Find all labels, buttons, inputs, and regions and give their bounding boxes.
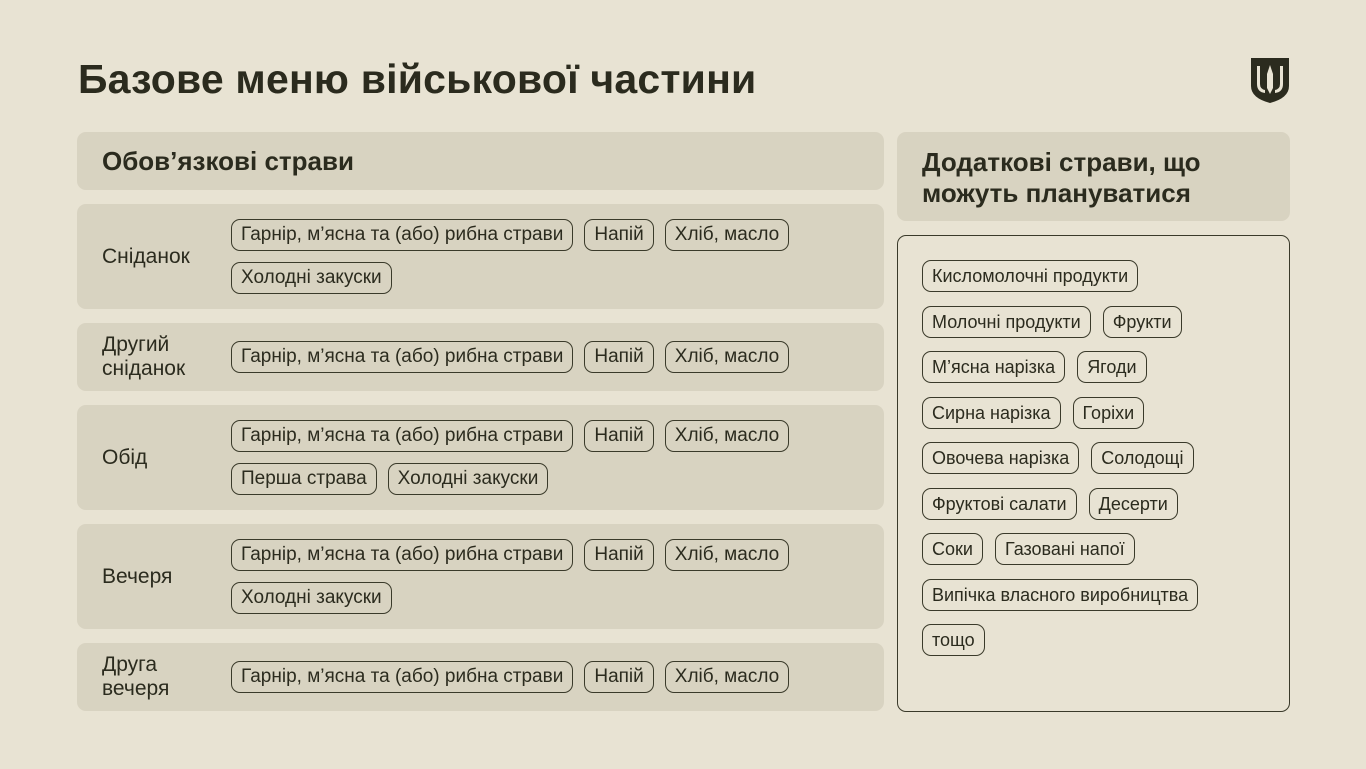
dish-chip: Хліб, масло <box>665 219 789 251</box>
extra-row <box>922 624 1272 656</box>
mandatory-section-header: Обов’язкові страви <box>77 132 884 190</box>
dish-chip: Хліб, масло <box>665 341 789 373</box>
extra-dish-chip: Фруктові салати <box>922 488 1077 520</box>
extra-dish-chip: Соки <box>922 533 983 565</box>
extra-row <box>922 306 1272 338</box>
extra-row <box>922 533 1272 565</box>
meal-label: Друга вечеря <box>102 653 170 700</box>
dish-chip: Гарнір, м’ясна та (або) рибна страви <box>231 661 573 693</box>
extra-dish-chip: Десерти <box>1089 488 1178 520</box>
dish-chip: Напій <box>584 341 653 373</box>
trident-shield-icon <box>1249 56 1291 104</box>
dish-chip: Напій <box>584 539 653 571</box>
extra-row <box>922 579 1272 611</box>
meal-row-lunch <box>77 405 884 510</box>
meal-label: Другий сніданок <box>102 333 186 380</box>
extra-dish-chip: Кисломолочні продукти <box>922 260 1138 292</box>
additional-section-header: Додаткові страви, що можуть плануватися <box>897 132 1290 221</box>
meal-row-breakfast <box>77 204 884 309</box>
meal-row-dinner <box>77 524 884 629</box>
extra-row <box>922 260 1272 292</box>
dish-chip: Напій <box>584 219 653 251</box>
extra-dish-chip: Молочні продукти <box>922 306 1091 338</box>
dish-chip: Гарнір, м’ясна та (або) рибна страви <box>231 539 573 571</box>
meal-label: Вечеря <box>102 564 173 588</box>
extra-dish-chip: Солодощі <box>1091 442 1193 474</box>
dish-chip: Гарнір, м’ясна та (або) рибна страви <box>231 219 573 251</box>
extra-dish-chip: Випічка власного виробництва <box>922 579 1198 611</box>
extra-dish-chip: Газовані напої <box>995 533 1135 565</box>
dish-chip: Гарнір, м’ясна та (або) рибна страви <box>231 341 573 373</box>
meal-label: Обід <box>102 445 148 469</box>
extra-dish-chip: М’ясна нарізка <box>922 351 1065 383</box>
meal-row-second-dinner <box>77 643 884 711</box>
meal-label: Сніданок <box>102 244 190 268</box>
dish-chip: Напій <box>584 661 653 693</box>
meal-row-second-breakfast <box>77 323 884 391</box>
dish-chip: Холодні закуски <box>231 262 392 294</box>
extra-dish-chip: Горіхи <box>1073 397 1145 429</box>
dish-chip: Напій <box>584 420 653 452</box>
extra-row <box>922 442 1272 474</box>
additional-dishes-panel <box>897 235 1290 712</box>
extra-dish-chip: Овочева нарізка <box>922 442 1079 474</box>
extra-dish-chip: Фрукти <box>1103 306 1182 338</box>
dish-chip: Холодні закуски <box>231 582 392 614</box>
extra-dish-chip: Сирна нарізка <box>922 397 1061 429</box>
extra-row <box>922 351 1272 383</box>
extra-row <box>922 488 1272 520</box>
page-title: Базове меню військової частини <box>78 56 757 102</box>
dish-chip: Холодні закуски <box>388 463 549 495</box>
dish-chip: Хліб, масло <box>665 661 789 693</box>
dish-chip: Хліб, масло <box>665 539 789 571</box>
extra-dish-chip: тощо <box>922 624 985 656</box>
dish-chip: Перша страва <box>231 463 377 495</box>
dish-chip: Хліб, масло <box>665 420 789 452</box>
extra-dish-chip: Ягоди <box>1077 351 1146 383</box>
dish-chip: Гарнір, м’ясна та (або) рибна страви <box>231 420 573 452</box>
extra-row <box>922 397 1272 429</box>
